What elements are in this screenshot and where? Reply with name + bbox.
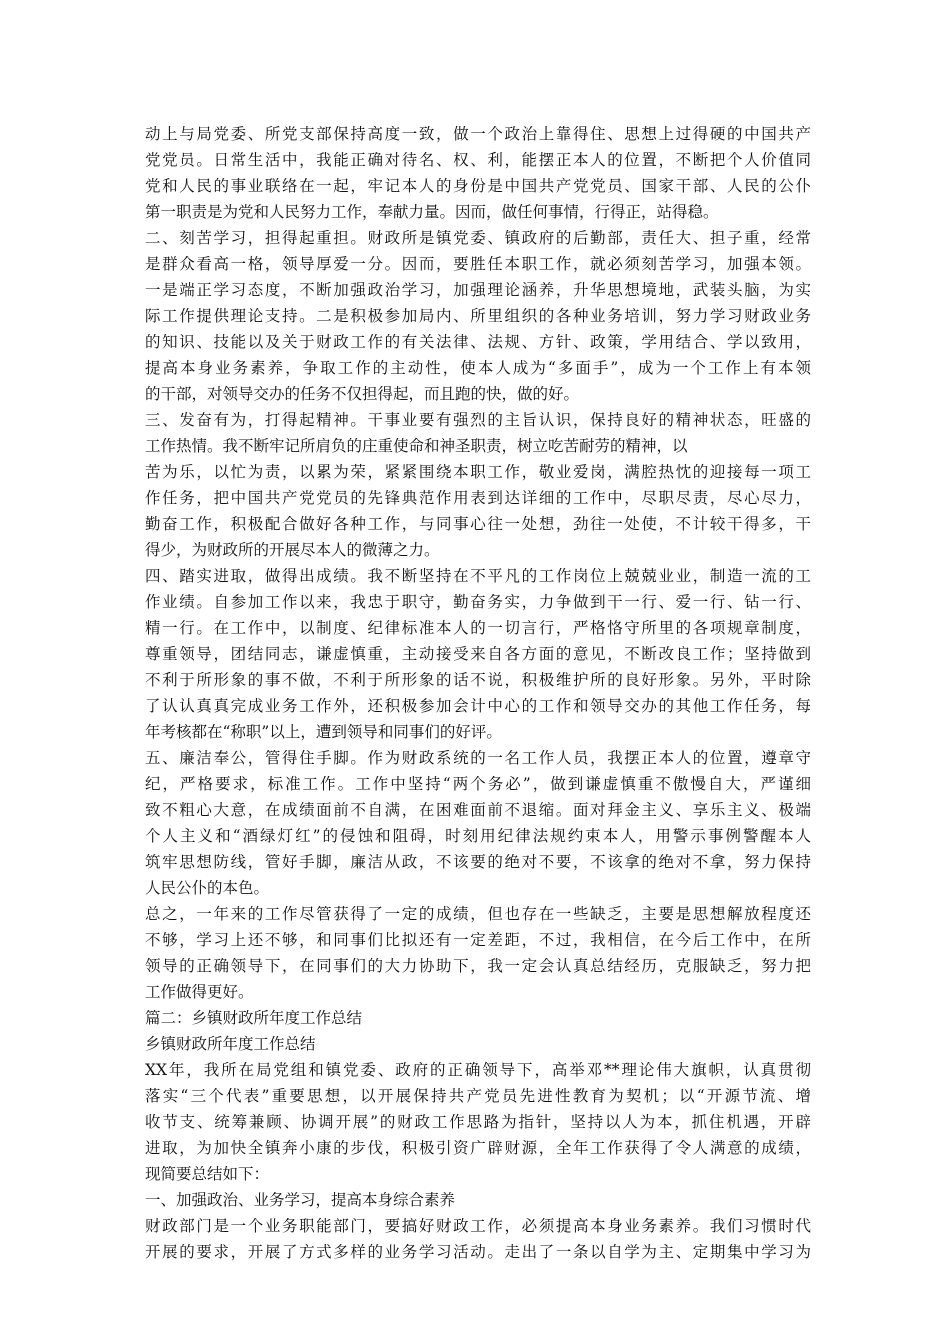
text-line: 二、刻苦学习，担得起重担。财政所是镇党委、镇政府的后勤部，责任大、担子重，经常 [145,229,811,247]
text-line: XX年，我所在局党组和镇党委、政府的正确领导下，高举邓**理论伟大旗帜，认真贯彻 [145,1061,811,1079]
text-line: 不利于所形象的事不做，不利于所形象的话不说，积极维护所的良好形象。另外，平时除 [145,671,811,689]
text-line: 的知识、技能以及关于财政工作的有关法律、法规、方针、政策，学用结合、学以致用， [145,333,811,351]
text-line: 五、廉洁奉公，管得住手脚。作为财政系统的一名工作人员，我摆正本人的位置，遵章守 [145,749,811,767]
text-line: 得少，为财政所的开展尽本人的微薄之力。 [145,541,440,559]
text-line: 落实“三个代表”重要思想，以开展保持共产党员先进性教育为契机；以“开源节流、增 [145,1087,811,1105]
text-line: 动上与局党委、所党支部保持高度一致，做一个政治上靠得住、思想上过得硬的中国共产 [145,125,811,143]
text-line: 工作热情。我不断牢记所肩负的庄重使命和神圣职责，树立吃苦耐劳的精神，以 [145,437,688,455]
text-line: 第一职责是为党和人民努力工作，奉献力量。因而，做任何事情，行得正，站得稳。 [145,203,719,221]
text-line: 总之，一年来的工作尽管获得了一定的成绩，但也存在一些缺乏，主要是思想解放程度还 [145,905,811,923]
text-line: 党党员。日常生活中，我能正确对待名、权、利，能摆正本人的位置，不断把个人价值同 [145,151,811,169]
text-line: 三、发奋有为，打得起精神。干事业要有强烈的主旨认识，保持良好的精神状态，旺盛的 [145,411,811,429]
text-line: 党和人民的事业联络在一起，牢记本人的身份是中国共产党党员、国家干部、人民的公仆 [145,177,811,195]
text-line: 致不粗心大意，在成绩面前不自满，在困难面前不退缩。面对拜金主义、享乐主义、极端 [145,801,811,819]
section-heading: 一、加强政治、业务学习，提高本身综合素养 [145,1191,456,1209]
text-line: 的干部，对领导交办的任务不仅担得起，而且跑的快，做的好。 [145,385,580,403]
text-line: 一是端正学习态度，不断加强政治学习，加强理论涵养，升华思想境地，武装头脑，为实 [145,281,811,299]
text-line: 收节支、统筹兼顾、协调开展”的财政工作思路为指针，坚持以人为本，抓住机遇，开辟 [145,1113,811,1131]
text-line: 工作做得更好。 [145,983,254,1001]
text-line: 苦为乐，以忙为责，以累为荣，紧紧围绕本职工作，敬业爱岗，满腔热忱的迎接每一项工 [145,463,811,481]
text-line: 财政部门是一个业务职能部门，要搞好财政工作，必须提高本身业务素养。我们习惯时代 [145,1217,811,1235]
text-line: 勤奋工作，积极配合做好各种工作，与同事心往一处想，劲往一处使，不计较干得多，干 [145,515,811,533]
text-line: 作任务，把中国共产党党员的先锋典范作用表到达详细的工作中，尽职尽责，尽心尽力， [145,489,811,507]
document-title: 乡镇财政所年度工作总结 [145,1035,316,1053]
text-line: 纪，严格要求，标准工作。工作中坚持“两个务必”，做到谦虚慎重不傲慢自大，严谨细 [145,775,811,793]
text-line: 筑牢思想防线，管好手脚，廉洁从政，不该要的绝对不要，不该拿的绝对不拿，努力保持 [145,853,811,871]
text-line: 人民公仆的本色。 [145,879,270,897]
document-page [145,121,811,1265]
text-line: 开展的要求，开展了方式多样的业务学习活动。走出了一条以自学为主、定期集中学习为 [145,1243,811,1261]
text-line: 提高本身业务素养，争取工作的主动性，使本人成为“多面手”，成为一个工作上有本领 [145,359,811,377]
text-line: 个人主义和“酒绿灯红”的侵蚀和阻碍，时刻用纪律法规约束本人，用警示事例警醒本人 [145,827,811,845]
text-line: 领导的正确领导下，在同事们的大力协助下，我一定会认真总结经历，克服缺乏，努力把 [145,957,811,975]
text-line: 不够，学习上还不够，和同事们比拟还有一定差距，不过，我相信，在今后工作中，在所 [145,931,811,949]
section-heading: 篇二：乡镇财政所年度工作总结 [145,1009,363,1027]
text-line: 是群众看高一格，领导厚爱一分。因而，要胜任本职工作，就必须刻苦学习，加强本领。 [145,255,811,273]
text-line: 进取，为加快全镇奔小康的步伐，积极引资广辟财源，全年工作获得了令人满意的成绩， [145,1139,811,1157]
text-line: 四、踏实进取，做得出成绩。我不断坚持在不平凡的工作岗位上兢兢业业，制造一流的工 [145,567,811,585]
text-line: 了认认真真完成业务工作外，还积极参加会计中心的工作和领导交办的其他工作任务，每 [145,697,811,715]
text-line: 际工作提供理论支持。二是积极参加局内、所里组织的各种业务培训，努力学习财政业务 [145,307,811,325]
text-line: 作业绩。自参加工作以来，我忠于职守，勤奋务实，力争做到干一行、爱一行、钻一行、 [145,593,811,611]
text-line: 精一行。在工作中，以制度、纪律标准本人的一切言行，严格恪守所里的各项规章制度， [145,619,811,637]
text-line: 现简要总结如下： [145,1165,270,1183]
text-line: 尊重领导，团结同志，谦虚慎重，主动接受来自各方面的意见，不断改良工作；坚持做到 [145,645,811,663]
text-line: 年考核都在“称职”以上，遭到领导和同事们的好评。 [145,723,502,741]
